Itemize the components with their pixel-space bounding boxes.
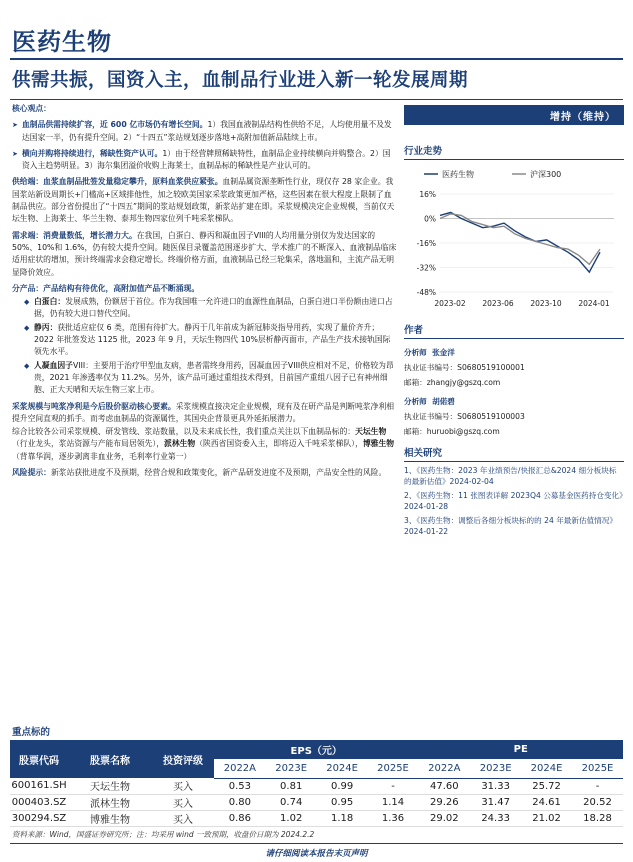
pe-value: 20.52 [572, 794, 623, 810]
related-heading: 相关研究 [404, 445, 624, 462]
pe-value: 31.47 [470, 794, 521, 810]
th-pe-year: 2023E [470, 759, 521, 778]
albumin-name: 白蛋白： [34, 297, 66, 307]
x-tick-label: 2023-10 [530, 299, 562, 308]
trend-chart [404, 164, 624, 314]
products-heading: 分产品：产品结构有待优化，高附加值产品不断涌现。 [12, 283, 200, 293]
eps-value: 1.02 [266, 810, 317, 826]
y-tick-label: 16% [419, 190, 436, 199]
strategy-text-1: 采浆规模直接决定企业规模，现有及在研产品是判断吨浆净利相提升空间直观的抓手。而考虑血制品的资源属性，其国央企背景更具外延拓展潜力。 [12, 401, 395, 423]
strategy-bold: 采浆规模与吨浆净利是今后股价驱动核心要素。 [12, 401, 176, 411]
product-albumin [12, 296, 398, 321]
stock-code: 600161.SH [10, 778, 68, 794]
th-eps-year: 2023E [266, 759, 317, 778]
pe-value: 24.33 [470, 810, 521, 826]
fviii-name: 人凝血因子 [34, 360, 73, 370]
right-column [404, 103, 624, 719]
demand-paragraph [12, 230, 398, 279]
ivig-text: 获批适应症仅 6 类，范围有待扩大。静丙于几年前成为新冠肺炎指导用药，实现了量价齐升；2022 年批签发达 1125 批，2023 年 9 月，天坛生物四代 10%层析静丙面市，产品生产技术接轨国际领先水平。 [34, 322, 391, 357]
footer-disclaimer: 请仔细阅读本报告末页声明 [265, 849, 368, 859]
eps-value: 1.14 [368, 794, 419, 810]
core-b2-bold: 横向并购将持续进行，稀缺性资产认可。 [22, 148, 163, 158]
x-tick-label: 2024-01 [578, 299, 610, 308]
core-bullet-1 [12, 119, 398, 144]
series-line-沪深300 [440, 214, 600, 265]
title-divider [10, 99, 623, 100]
y-tick-label: -16% [416, 239, 436, 248]
eps-value: 1.18 [317, 810, 368, 826]
table-title: 重点标的 [12, 727, 51, 738]
eps-value: 1.36 [368, 810, 419, 826]
pe-value: 24.61 [521, 794, 572, 810]
supply-paragraph [12, 176, 398, 225]
related-report-2[interactable]: 2、《医药生物：11 张图表详解 2023Q4 公募基金医药持仓变化》2024-01-28 [404, 491, 623, 511]
series-line-医药生物 [440, 212, 600, 272]
pick-2-name: 派林生物 [164, 439, 196, 449]
x-tick-label: 2023-06 [482, 299, 514, 308]
analyst-1 [404, 347, 624, 358]
stock-name: 派林生物 [68, 794, 152, 810]
pe-value: 21.02 [521, 810, 572, 826]
table-source: 资料来源：Wind，国盛证券研究所；注：均采用 wind 一致预期，收盘价日期为 2024.2.2 [12, 830, 315, 839]
th-eps-year: 2025E [368, 759, 419, 778]
analyst-1-cert: 执业证书编号：S0680519100001 [404, 363, 525, 372]
core-b1-bold: 血制品供需持续扩容，近 600 亿市场仍有增长空间。 [22, 120, 208, 130]
eps-value: 0.81 [266, 778, 317, 794]
table-row [10, 778, 623, 794]
core-bullet-2 [12, 148, 398, 173]
th-pe-year: 2022A [418, 759, 470, 778]
stock-code: 000403.SZ [10, 794, 68, 810]
eps-value: 0.86 [214, 810, 266, 826]
analyst-2 [404, 396, 624, 407]
pe-value: 18.28 [572, 810, 623, 826]
th-eps: EPS（元） [214, 740, 418, 759]
analyst-1-email[interactable]: 邮箱：zhangjy@gszq.com [404, 378, 501, 387]
analyst-2-email[interactable]: 邮箱：huruobi@gszq.com [404, 427, 500, 436]
pe-value: 25.72 [521, 778, 572, 794]
core-b1-text: 1）我国血液制品结构性供给不足，人均使用量不及发达国家一半，仍有提升空间。2）“十四五”浆站规划逐步落地+高附加值新品陆续上市。 [22, 120, 392, 142]
analyst-1-name: 张金洋 [432, 348, 455, 357]
stock-rating: 买入 [152, 778, 214, 794]
y-tick-label: -48% [416, 288, 436, 297]
eps-value: 0.53 [214, 778, 266, 794]
pe-value: 29.26 [418, 794, 470, 810]
y-tick-label: 0% [424, 214, 436, 224]
pick-3-text: （背靠华润，逐步剥离非血业务，毛利率行业第一） [12, 451, 192, 461]
th-rating: 投资评级 [152, 740, 214, 778]
legend-label: 医药生物 [442, 170, 474, 179]
albumin-text: 发展成熟，份额居于首位。作为我国唯一允许进口的血源性血制品，白蛋白进口半份额由进口占据，仍有较大进口替代空间。 [34, 297, 393, 319]
analyst-1-title: 分析师 [404, 348, 427, 357]
supply-text: 血制品属资源垄断性行业，现仅存 28 家企业。我国浆站新设周期长+门槛高+区域排他性，加之较欧美国家采浆政策更加严格，这些因素在很大程度上限制了血制品供应。部分省份提出了“十四五”期间的浆站规划政策，新浆站扩建在即。采浆规模决定企业规模，当前仅天坛生物、上海莱士、华兰生物、泰邦生物四家位列千吨采浆梯队。 [12, 177, 395, 224]
footer-divider [10, 843, 623, 844]
th-name: 股票名称 [68, 740, 152, 778]
eps-value: 0.74 [266, 794, 317, 810]
pick-1-text: （行业龙头，浆站资源与产能布局居领先）， [12, 439, 165, 449]
stock-name: 天坛生物 [68, 778, 152, 794]
fviii-suffix: VIII： [72, 360, 94, 370]
th-pe-year: 2025E [572, 759, 623, 778]
pe-value: - [572, 778, 623, 794]
stock-rating: 买入 [152, 810, 214, 826]
core-heading: 核心观点： [12, 104, 51, 113]
strategy-paragraph [12, 401, 398, 426]
left-column [12, 103, 398, 719]
pe-value: 29.02 [418, 810, 470, 826]
product-fviii [12, 360, 398, 397]
th-eps-year: 2024E [317, 759, 368, 778]
product-ivig [12, 322, 398, 359]
report-title: 供需共振，国资入主，血制品行业进入新一轮发展周期 [12, 70, 469, 91]
th-pe-year: 2024E [521, 759, 572, 778]
eps-value: - [368, 778, 419, 794]
core-b2-text: 1）由于经营牌照稀缺特性，血制品企业持续横向并购整合。2）国资入主趋势明显。3）海尔集团溢价收购上海莱士，血制品标的稀缺性是产业认可的。 [22, 148, 391, 171]
risk-bold: 风险提示： [12, 468, 51, 478]
eps-value: 0.80 [214, 794, 266, 810]
stock-rating: 买入 [152, 794, 214, 810]
pick-3-name: 博雅生物 [362, 439, 395, 449]
pick-2-text: （陕西省国资委入主，即将迈入千吨采浆梯队）， [195, 439, 363, 449]
pe-value: 31.33 [470, 778, 521, 794]
eps-value: 0.95 [317, 794, 368, 810]
demand-text: 在我国，白蛋白、静丙和凝血因子VIII的人均用量分别仅为发达国家的 50%、10%和 1.6%，仍有较大提升空间。随医保目录覆盖范围逐步扩大、学术推广的不断深入、血液制品临床适用症状的增加，预计终端需求会稳定增长。终端价格方面，血液制品已经三轮集采，落地温和，主流产品无明显降价效应。 [12, 230, 397, 277]
x-tick-label: 2023-02 [434, 299, 466, 308]
sector-header: 医药生物 [12, 27, 112, 56]
th-pe: PE [418, 740, 623, 759]
header-divider [10, 58, 623, 60]
authors-heading: 作者 [404, 322, 624, 339]
risk-text: 新浆站获批进度不及预期，经营合规和政策变化，新产品研发进度不及预期，产品安全性的风险。 [50, 468, 387, 478]
pick-1-name: 天坛生物 [355, 427, 387, 437]
table-row [10, 810, 623, 826]
analyst-2-cert: 执业证书编号：S0680519100003 [404, 412, 525, 421]
strategy-text-2: 综合比较各公司采浆规模、研发管线、浆站数量，以及未来成长性，我们重点关注以下血制品标的： [12, 427, 356, 437]
stock-code: 300294.SZ [10, 810, 68, 826]
y-tick-label: -32% [416, 263, 436, 273]
th-code: 股票代码 [10, 740, 68, 778]
analyst-2-title: 分析师 [404, 397, 427, 406]
supply-bold: 供给端：血浆血制品批签发量稳定攀升，原料血浆供应紧张。 [12, 177, 223, 187]
table-row [10, 794, 623, 810]
eps-value: 0.99 [317, 778, 368, 794]
trend-heading: 行业走势 [404, 143, 624, 160]
key-stocks-table [10, 740, 623, 827]
fviii-text: 主要用于治疗甲型血友病，患者需终身用药，因凝血因子VIII供应相对不足，价格较为昂贵，2021 年渗透率仅为 11.2%。另外，该产品可通过重组技术得到，目前国产重组八因子已有神州细胞、正大天晴和天坛生物三家上市。 [34, 360, 394, 395]
related-report-1[interactable]: 1、《医药生物：2023 年业绩预告/快报汇总&2024 细分板块标的最新估值》2024-02-04 [404, 466, 617, 486]
demand-bold: 需求端：消费量数低，增长潜力大。 [12, 230, 137, 240]
analyst-2-name: 胡偌碧 [432, 397, 455, 406]
stock-name: 博雅生物 [68, 810, 152, 826]
legend-label: 沪深300 [530, 170, 562, 179]
ivig-name: 静丙： [34, 322, 58, 332]
rating-badge: 增持（维持） [404, 105, 624, 125]
th-eps-year: 2022A [214, 759, 266, 778]
picks-paragraph [12, 426, 398, 463]
risk-paragraph [12, 467, 398, 479]
related-report-3[interactable]: 3、《医药生物：调整后各细分板块标的的 24 年最新估值情况》2024-01-22 [404, 516, 617, 536]
pe-value: 47.60 [418, 778, 470, 794]
